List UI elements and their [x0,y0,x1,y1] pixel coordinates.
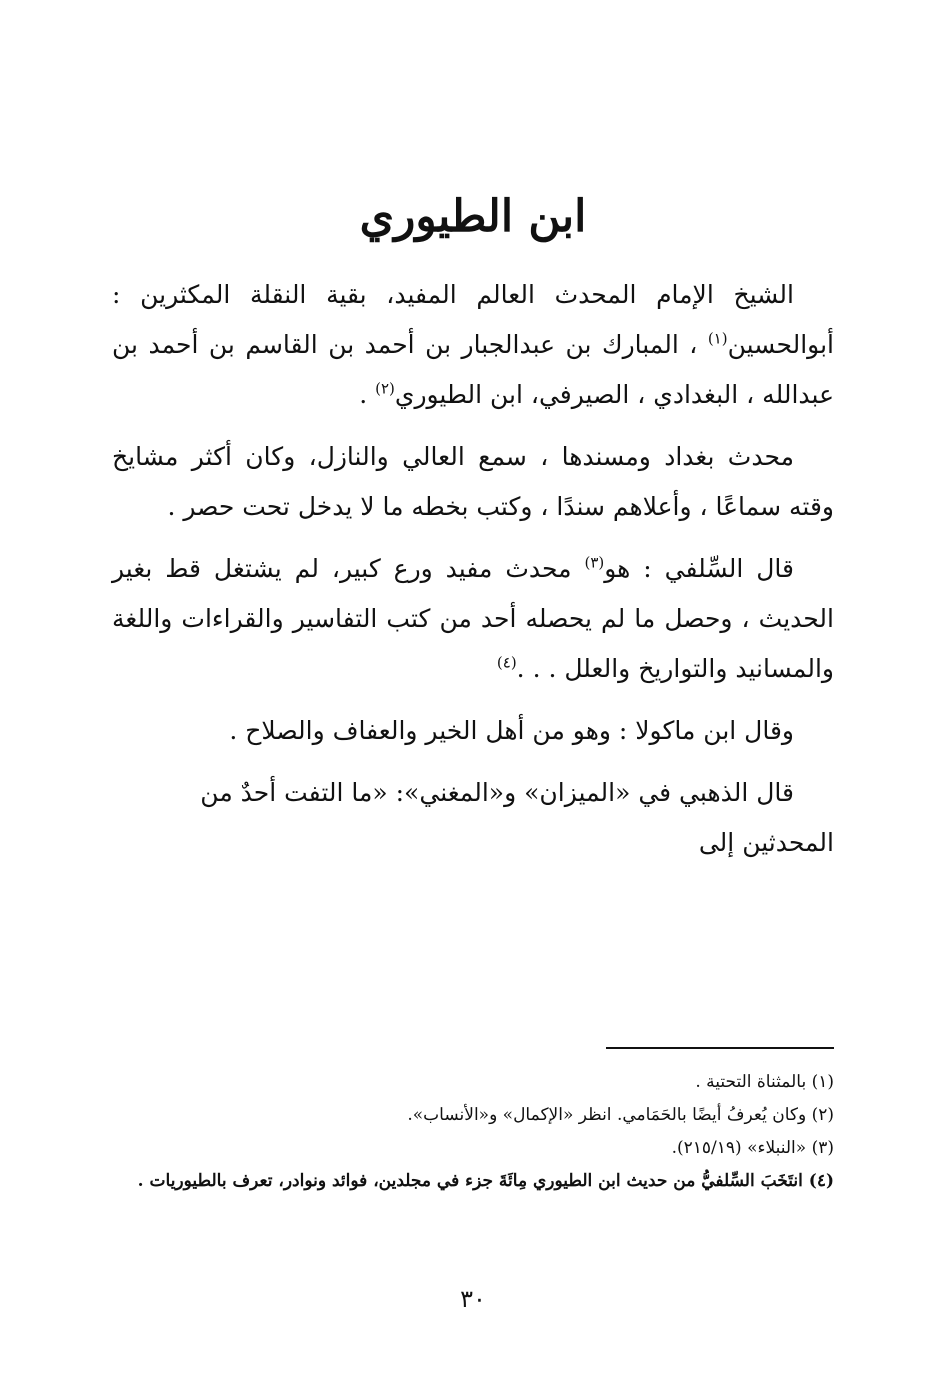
paragraph-3-part-a: قال السِّلفي : هو [604,554,794,583]
footnote-3: (٣) «النبلاء» (٢١٥/١٩). [671,1138,834,1158]
footnote-ref-2: (٢) [375,379,395,398]
paragraph-1-part-a: الشيخ الإمام المحدث العالم المفيد، بقية النقلة المكثرين : أبوالحسين [112,280,834,359]
footnote-separator [606,1047,834,1049]
main-text [112,270,834,880]
paragraph-4: وقال ابن ماكولا : وهو من أهل الخير والعفاف والصلاح . [229,716,794,745]
paragraph-1 [112,270,834,420]
paragraph-1-part-b: ، المبارك بن عبدالجبار بن أحمد بن القاسم بن أحمد بن عبدالله ، البغدادي ، الصيرفي، ابن الطيوري [112,330,834,409]
footnote-4: (٤) انتَخَبَ السِّلفيُّ من حديث ابن الطيوري مِائَةَ جزء في مجلدين، فوائد ونوادر، تعرف بالطيوريات . [137,1171,834,1191]
footnote-ref-3: (٣) [584,553,605,572]
paragraph-3 [112,544,834,694]
footnotes [112,1066,834,1198]
footnote-ref-1: (١) [707,329,728,348]
footnote-1: (١) بالمثناة التحتية . [695,1072,834,1092]
footnote-2: (٢) وكان يُعرفُ أيضًا بالحَمَامي. انظر «الإكمال» و«الأنساب». [407,1105,834,1125]
footnote-ref-4: (٤) [496,653,517,672]
page-title: ابن الطيوري [359,191,587,242]
paragraph-5: قال الذهبي في «الميزان» و«المغني»: «ما التفت أحدٌ من المحدثين إلى [200,778,834,857]
paragraph-3-part-b: محدث مفيد ورع كبير، لم يشتغل قط بغير الحديث ، وحصل ما لم يحصله أحد من كتب التفاسير والقراءات واللغة والمسانيد والتواريخ والعلل . . . [112,554,834,683]
paragraph-2: محدث بغداد ومسندها ، سمع العالي والنازل، وكان أكثر مشايخ وقته سماعًا ، وأعلاهم سندًا ، وكتب بخطه ما لا يدخل تحت حصر . [112,442,834,521]
paragraph-1-part-c: . [359,380,376,409]
page-number: ٣٠ [460,1285,486,1313]
